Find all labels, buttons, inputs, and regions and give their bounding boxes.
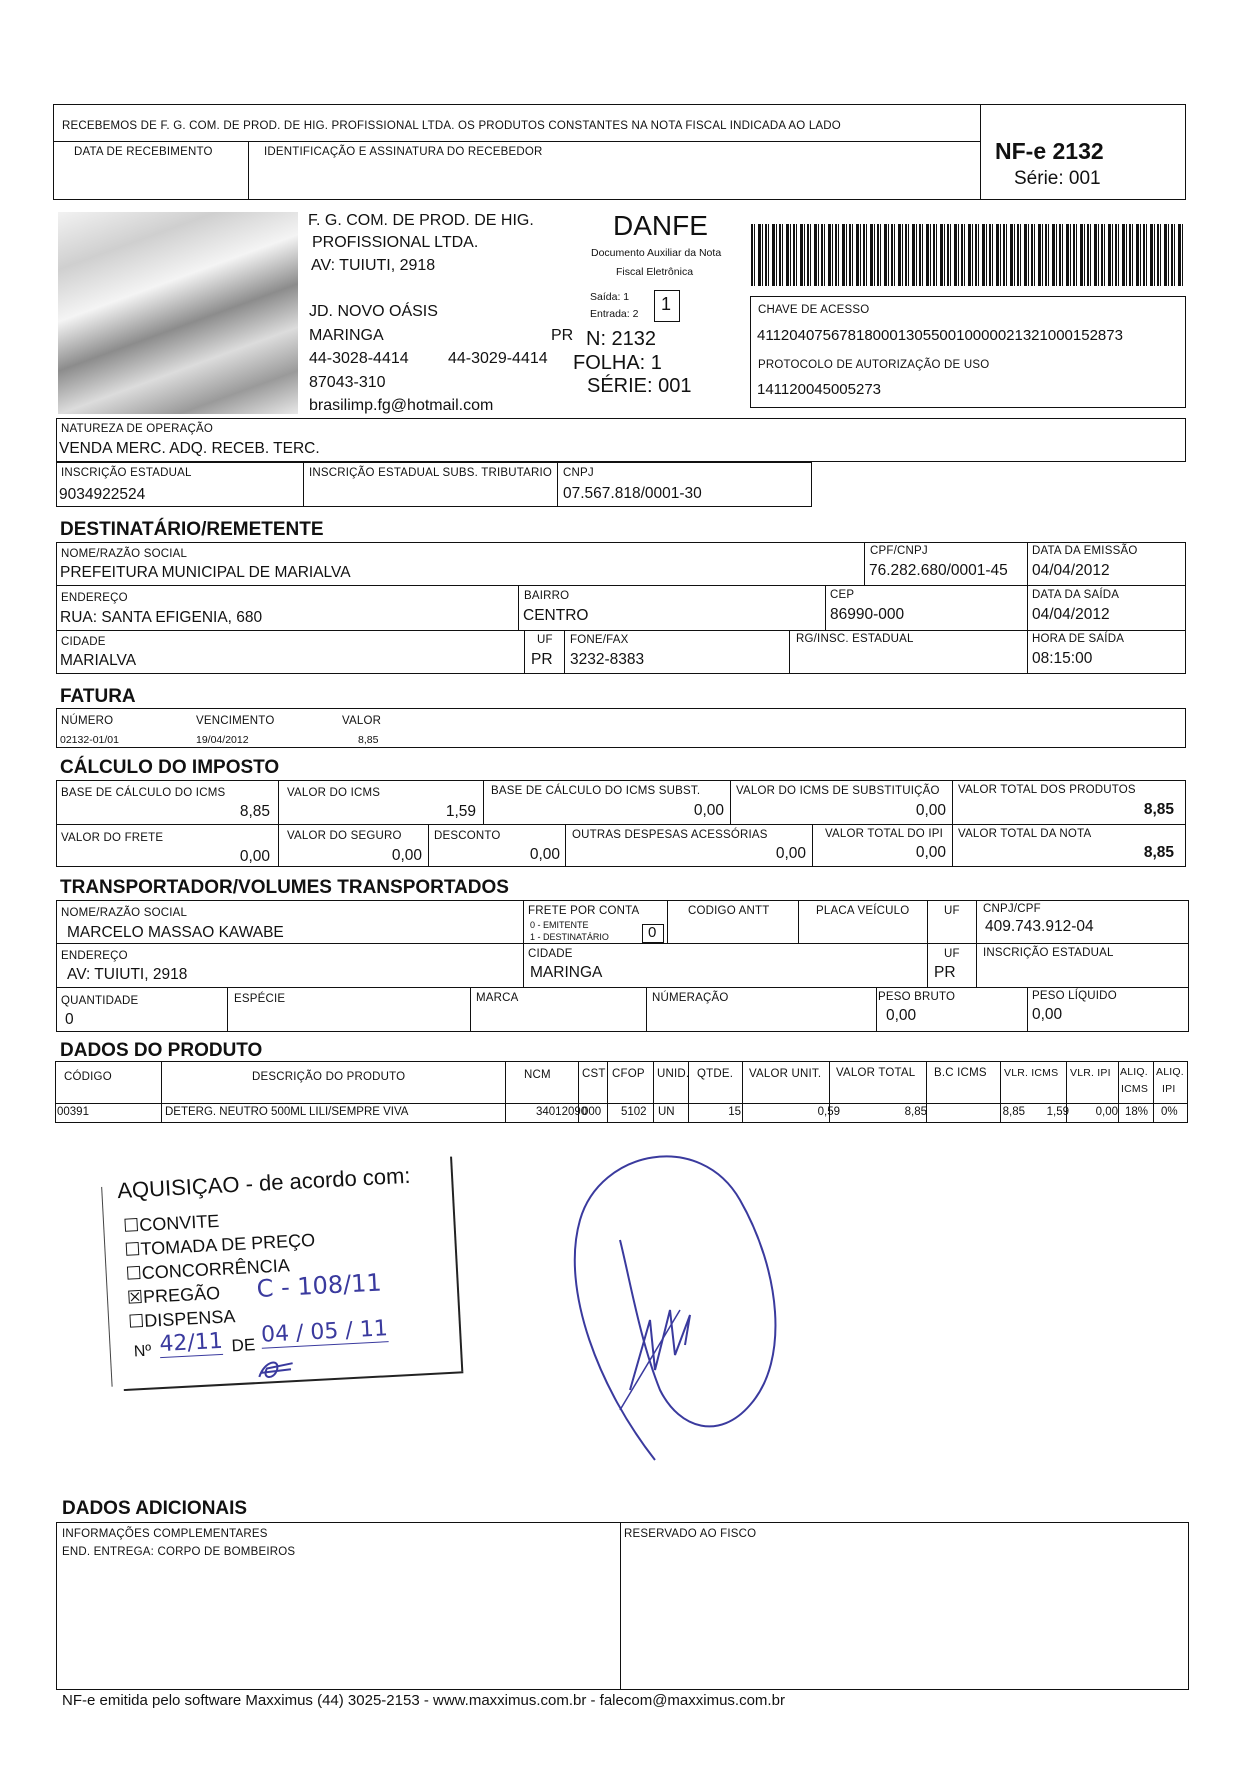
- trans-cnpj: 409.743.912-04: [985, 918, 1094, 935]
- trans-v-peso-bruto: [876, 987, 877, 1032]
- stamp-opt4: [126, 1283, 220, 1309]
- transportador-title: TRANSPORTADOR/VOLUMES TRANSPORTADOS: [60, 877, 509, 898]
- row-codigo: 00391: [57, 1106, 89, 1118]
- dest-uf-label: UF: [537, 634, 553, 646]
- trans-v-cnpj: [976, 900, 977, 987]
- stamp-data-handwritten: 04 / 05 / 11: [260, 1316, 389, 1348]
- stamp-left-border: [101, 1187, 112, 1387]
- base-icms: 8,85: [239, 803, 270, 820]
- col-vipi: VLR. IPI: [1070, 1067, 1111, 1079]
- trans-qtd-label: QUANTIDADE: [61, 995, 139, 1007]
- col-aliq-icms-2: ICMS: [1121, 1083, 1149, 1095]
- trans-v-nome: [523, 900, 524, 987]
- trans-peso-liq-label: PESO LÍQUIDO: [1032, 990, 1117, 1002]
- dest-nome: PREFEITURA MUNICIPAL DE MARIALVA: [60, 564, 351, 581]
- data-recebimento-label: DATA DE RECEBIMENTO: [74, 146, 213, 158]
- trans-hline-2: [56, 987, 1189, 988]
- checkbox-empty-icon: ☐: [127, 1310, 145, 1332]
- dest-rg-label: RG/INSC. ESTADUAL: [796, 633, 914, 645]
- reservado-fisco-label: RESERVADO AO FISCO: [624, 1528, 757, 1540]
- stamp-right-border: [450, 1157, 463, 1372]
- dest-hora-label: HORA DE SAÍDA: [1032, 633, 1125, 645]
- desconto-label: DESCONTO: [434, 830, 501, 842]
- info-complementares-value: END. ENTREGA: CORPO DE BOMBEIROS: [62, 1546, 296, 1558]
- protocolo-label: PROTOCOLO DE AUTORIZAÇÃO DE USO: [758, 359, 990, 371]
- trans-endereco: AV: TUIUTI, 2918: [67, 966, 188, 983]
- desconto: 0,00: [529, 846, 560, 863]
- col-bcicms: B.C ICMS: [934, 1067, 987, 1079]
- emitente-phone-1: 44-3028-4414: [309, 350, 409, 367]
- dest-endereco-label: ENDEREÇO: [61, 592, 128, 604]
- trans-ie-label: INSCRIÇÃO ESTADUAL: [983, 947, 1114, 959]
- adicionais-divider: [620, 1522, 621, 1690]
- trans-v-peso-liq: [1027, 987, 1028, 1032]
- trans-peso-bruto-label: PESO BRUTO: [878, 991, 956, 1003]
- total-produtos: 8,85: [1143, 801, 1174, 818]
- valor-st: 0,00: [915, 802, 946, 819]
- row-aliq-ipi: 0%: [1161, 1106, 1178, 1118]
- dest-emissao-label: DATA DA EMISSÃO: [1032, 545, 1138, 557]
- dest-cep: 86990-000: [830, 606, 905, 623]
- dest-cep-label: CEP: [830, 589, 855, 601]
- col-cst: CST: [582, 1068, 606, 1080]
- total-nota: 8,85: [1143, 844, 1174, 861]
- col-vunit: VALOR UNIT.: [749, 1068, 822, 1080]
- emitente-phone-2: 44-3029-4414: [448, 350, 548, 367]
- footer-text: NF-e emitida pelo software Maxximus (44) 3025-2153 - www.maxximus.com.br - falecom@maxximus.com.br: [62, 1692, 785, 1709]
- acquisition-stamp: [100, 1146, 467, 1399]
- col-cfop: CFOP: [612, 1068, 645, 1080]
- ie-label: INSCRIÇÃO ESTADUAL: [61, 467, 192, 479]
- col-descricao: DESCRIÇÃO DO PRODUTO: [252, 1071, 406, 1083]
- dest-vline-right: [1027, 542, 1028, 674]
- danfe-subtitle-2: Fiscal Eletrônica: [616, 266, 694, 278]
- emitente-address: AV: TUIUTI, 2918: [311, 257, 436, 274]
- row-aliq-icms: 18%: [1125, 1106, 1149, 1118]
- outras-label: OUTRAS DESPESAS ACESSÓRIAS: [572, 829, 768, 841]
- trans-hline-1: [56, 943, 1189, 944]
- checkbox-empty-icon: ☐: [122, 1215, 140, 1236]
- imp-v7: [565, 824, 566, 867]
- dest-vline-uf: [524, 630, 525, 674]
- total-nota-label: VALOR TOTAL DA NOTA: [958, 828, 1092, 840]
- imp-v4: [952, 780, 953, 867]
- trans-v-especie: [227, 987, 228, 1032]
- nfe-number: NF-e 2132: [995, 138, 1104, 164]
- trans-frete-opt0: 0 - EMITENTE: [530, 920, 589, 930]
- trans-uf-label: UF: [944, 905, 960, 917]
- canhoto-vline: [248, 141, 249, 200]
- trans-marca-label: MARCA: [476, 992, 519, 1004]
- danfe-title: DANFE: [613, 210, 708, 241]
- fatura-valor-label: VALOR: [342, 715, 382, 727]
- imp-v3: [730, 780, 731, 824]
- trans-uf2-label: UF: [944, 948, 960, 960]
- dest-fone: 3232-8383: [570, 651, 645, 668]
- trans-placa-label: PLACA VEÍCULO: [816, 905, 910, 917]
- stamp-initials-icon: [250, 1355, 301, 1386]
- col-aliq-icms-1: ALIQ.: [1120, 1066, 1148, 1078]
- signature-icon: [560, 1140, 800, 1470]
- fatura-title: FATURA: [60, 686, 136, 707]
- emitente-city: MARINGA: [309, 327, 384, 344]
- frete-label: VALOR DO FRETE: [61, 832, 164, 844]
- row-qtde: 15: [728, 1106, 741, 1118]
- dest-bairro: CENTRO: [523, 607, 589, 624]
- info-complementares-label: INFORMAÇÕES COMPLEMENTARES: [62, 1528, 268, 1540]
- danfe-saida: Saída: 1: [590, 291, 630, 303]
- row-vunit: 0,59: [817, 1106, 840, 1118]
- dest-uf: PR: [531, 651, 553, 668]
- identificacao-label: IDENTIFICAÇÃO E ASSINATURA DO RECEBEDOR: [264, 146, 543, 158]
- trans-v-antt: [667, 900, 668, 943]
- chave-value: 41120407567818000130550010000021321000152873: [757, 327, 1123, 344]
- stamp-numero-handwritten: 42/11: [158, 1328, 224, 1358]
- trans-numeracao-label: NÚMERAÇÃO: [652, 992, 729, 1004]
- dest-bairro-label: BAIRRO: [524, 590, 570, 602]
- row-vicms: 1,59: [1046, 1106, 1069, 1118]
- natureza-label: NATUREZA DE OPERAÇÃO: [61, 423, 214, 435]
- col-ncm: NCM: [524, 1069, 551, 1081]
- stamp-opt2-label: TOMADA DE PREÇO: [140, 1229, 316, 1259]
- dest-vline-cnpj: [864, 542, 865, 585]
- trans-peso-liq: 0,00: [1032, 1006, 1063, 1023]
- valor-icms: 1,59: [445, 803, 476, 820]
- row-ncm: 34012090: [536, 1106, 588, 1118]
- trans-cidade: MARINGA: [530, 964, 603, 981]
- dest-hora: 08:15:00: [1032, 650, 1093, 667]
- natureza-value: VENDA MERC. ADQ. RECEB. TERC.: [59, 440, 320, 457]
- base-icms-label: BASE DE CÁLCULO DO ICMS: [61, 787, 226, 799]
- imposto-title: CÁLCULO DO IMPOSTO: [60, 757, 280, 778]
- stamp-title: AQUISIÇAO - de acordo com:: [116, 1162, 412, 1204]
- dest-hline-2: [56, 630, 1186, 631]
- trans-especie-label: ESPÉCIE: [234, 993, 286, 1005]
- seguro-label: VALOR DO SEGURO: [287, 830, 402, 842]
- trans-v-numeracao: [646, 987, 647, 1032]
- total-produtos-label: VALOR TOTAL DOS PRODUTOS: [958, 784, 1136, 796]
- dest-hline-1: [56, 585, 1186, 586]
- dest-cnpj-label: CPF/CNPJ: [870, 545, 928, 557]
- ie-value: 9034922524: [59, 486, 146, 503]
- produtos-title: DADOS DO PRODUTO: [60, 1040, 263, 1061]
- stamp-opt3-label: CONCORRÊNCIA: [141, 1255, 291, 1283]
- fatura-numero: 02132-01/01: [60, 734, 119, 746]
- valor-icms-label: VALOR DO ICMS: [287, 787, 381, 799]
- row-descricao: DETERG. NEUTRO 500ML LILI/SEMPRE VIVA: [165, 1106, 409, 1118]
- col-aliq-ipi-1: ALIQ.: [1156, 1066, 1184, 1078]
- dest-saida: 04/04/2012: [1032, 606, 1110, 623]
- trans-cidade-label: CIDADE: [528, 948, 573, 960]
- row-vtotal: 8,85: [904, 1106, 927, 1118]
- imposto-hline: [56, 824, 1186, 825]
- barcode: [751, 224, 1185, 286]
- frete: 0,00: [239, 848, 270, 865]
- col-codigo: CÓDIGO: [64, 1071, 112, 1083]
- imp-v1: [278, 780, 279, 824]
- stamp-opt1-label: CONVITE: [138, 1210, 220, 1236]
- trans-qtd: 0: [65, 1011, 74, 1028]
- danfe-entrada: Entrada: 2: [590, 308, 639, 320]
- trans-frete-value: 0: [648, 924, 657, 941]
- fatura-valor: 8,85: [358, 734, 379, 746]
- imp-v2: [483, 780, 484, 824]
- trans-frete-opt1: 1 - DESTINATÁRIO: [530, 932, 609, 942]
- valor-st-label: VALOR DO ICMS DE SUBSTITUIÇÃO: [736, 785, 940, 797]
- col-unid: UNID.: [657, 1068, 690, 1080]
- stamp-de-prefix: DE: [231, 1335, 256, 1356]
- seguro: 0,00: [391, 847, 422, 864]
- dest-vline-bairro: [518, 585, 519, 630]
- row-vipi: 0,00: [1095, 1106, 1118, 1118]
- danfe-serie: SÉRIE: 001: [587, 375, 692, 397]
- fatura-numero-label: NÚMERO: [61, 715, 114, 727]
- col-vicms: VLR. ICMS: [1004, 1067, 1059, 1079]
- base-st: 0,00: [693, 802, 724, 819]
- emitente-uf: PR: [551, 327, 574, 344]
- emitente-logo: [58, 212, 298, 414]
- trans-nome: MARCELO MASSAO KAWABE: [67, 924, 284, 941]
- trans-antt-label: CODIGO ANTT: [688, 905, 770, 917]
- destinatario-title: DESTINATÁRIO/REMETENTE: [60, 519, 324, 540]
- fatura-vencimento: 19/04/2012: [196, 734, 249, 746]
- canhoto-text: RECEBEMOS DE F. G. COM. DE PROD. DE HIG. PROFISSIONAL LTDA. OS PRODUTOS CONSTANTES NA NOTA FISCAL INDICADA AO LADO: [62, 120, 841, 132]
- trans-v-placa: [798, 900, 799, 943]
- stamp-numero-prefix: Nº: [133, 1342, 152, 1361]
- ie-st-label: INSCRIÇÃO ESTADUAL SUBS. TRIBUTARIO: [309, 467, 553, 479]
- base-st-label: BASE DE CÁLCULO DO ICMS SUBST.: [491, 785, 701, 797]
- dest-vline-rg: [789, 630, 790, 674]
- imp-v8: [812, 824, 813, 867]
- canhoto-hline: [53, 141, 981, 142]
- nfe-serie: Série: 001: [1014, 168, 1101, 189]
- trans-cnpj-label: CNPJ/CPF: [983, 903, 1041, 915]
- ipi-label: VALOR TOTAL DO IPI: [825, 828, 943, 840]
- trans-v-uf: [927, 900, 928, 987]
- dest-vline-fone: [564, 630, 565, 674]
- dest-cidade: MARIALVA: [60, 652, 137, 669]
- trans-v-marca: [470, 987, 471, 1032]
- inscricao-divider-1: [303, 462, 304, 507]
- row-bcicms: 8,85: [1002, 1106, 1025, 1118]
- emitente-name-1: F. G. COM. DE PROD. DE HIG.: [308, 212, 534, 229]
- trans-frete-label: FRETE POR CONTA: [528, 905, 640, 917]
- stamp-opt4-label: PREGÃO: [142, 1282, 221, 1307]
- cnpj-emit-label: CNPJ: [563, 467, 594, 479]
- row-unid: UN: [658, 1106, 675, 1118]
- danfe-tipo: 1: [661, 294, 672, 314]
- row-cst: 000: [582, 1106, 602, 1118]
- fatura-vencimento-label: VENCIMENTO: [196, 715, 275, 727]
- inscricao-divider-2: [557, 462, 558, 507]
- col-vtotal: VALOR TOTAL: [836, 1067, 916, 1079]
- adicionais-title: DADOS ADICIONAIS: [62, 1498, 248, 1519]
- stamp-opt5-label: DISPENSA: [143, 1306, 236, 1331]
- emitente-bairro: JD. NOVO OÁSIS: [309, 303, 438, 320]
- trans-nome-label: NOME/RAZÃO SOCIAL: [61, 907, 188, 919]
- emitente-cep: 87043-310: [309, 374, 386, 391]
- danfe-folha: FOLHA: 1: [573, 352, 662, 374]
- trans-endereco-label: ENDEREÇO: [61, 950, 128, 962]
- protocolo-value: 141120045005273: [757, 381, 882, 398]
- trans-uf2: PR: [934, 964, 956, 981]
- dest-fone-label: FONE/FAX: [570, 634, 629, 646]
- cnpj-emit-value: 07.567.818/0001-30: [563, 485, 702, 502]
- dest-nome-label: NOME/RAZÃO SOCIAL: [61, 548, 188, 560]
- table-row: [55, 1104, 1188, 1122]
- canhoto-divider: [980, 104, 981, 200]
- imp-v5: [278, 824, 279, 867]
- outras: 0,00: [775, 845, 806, 862]
- dest-endereco: RUA: SANTA EFIGENIA, 680: [60, 609, 263, 626]
- dest-emissao: 04/04/2012: [1032, 562, 1110, 579]
- col-qtde: QTDE.: [697, 1068, 734, 1080]
- checkbox-empty-icon: ☐: [125, 1262, 143, 1284]
- checkbox-empty-icon: ☐: [123, 1239, 142, 1260]
- dest-saida-label: DATA DA SAÍDA: [1032, 589, 1120, 601]
- checkbox-checked-icon: ☒: [126, 1286, 144, 1308]
- dest-vline-cep: [825, 585, 826, 630]
- ipi: 0,00: [915, 844, 946, 861]
- emitente-email: brasilimp.fg@hotmail.com: [309, 397, 494, 414]
- chave-label: CHAVE DE ACESSO: [758, 304, 870, 316]
- danfe-numero: N: 2132: [586, 328, 657, 350]
- imp-v6: [428, 824, 429, 867]
- danfe-subtitle-1: Documento Auxiliar da Nota: [591, 247, 722, 259]
- col-aliq-ipi-2: IPI: [1162, 1083, 1176, 1095]
- dest-cnpj: 76.282.680/0001-45: [869, 562, 1008, 579]
- stamp-opt1: [123, 1211, 220, 1237]
- dest-cidade-label: CIDADE: [61, 636, 106, 648]
- trans-peso-bruto: 0,00: [886, 1007, 917, 1024]
- emitente-name-2: PROFISSIONAL LTDA.: [312, 234, 479, 251]
- row-cfop: 5102: [621, 1106, 647, 1118]
- stamp-pregao-handwritten: C - 108/11: [255, 1268, 383, 1303]
